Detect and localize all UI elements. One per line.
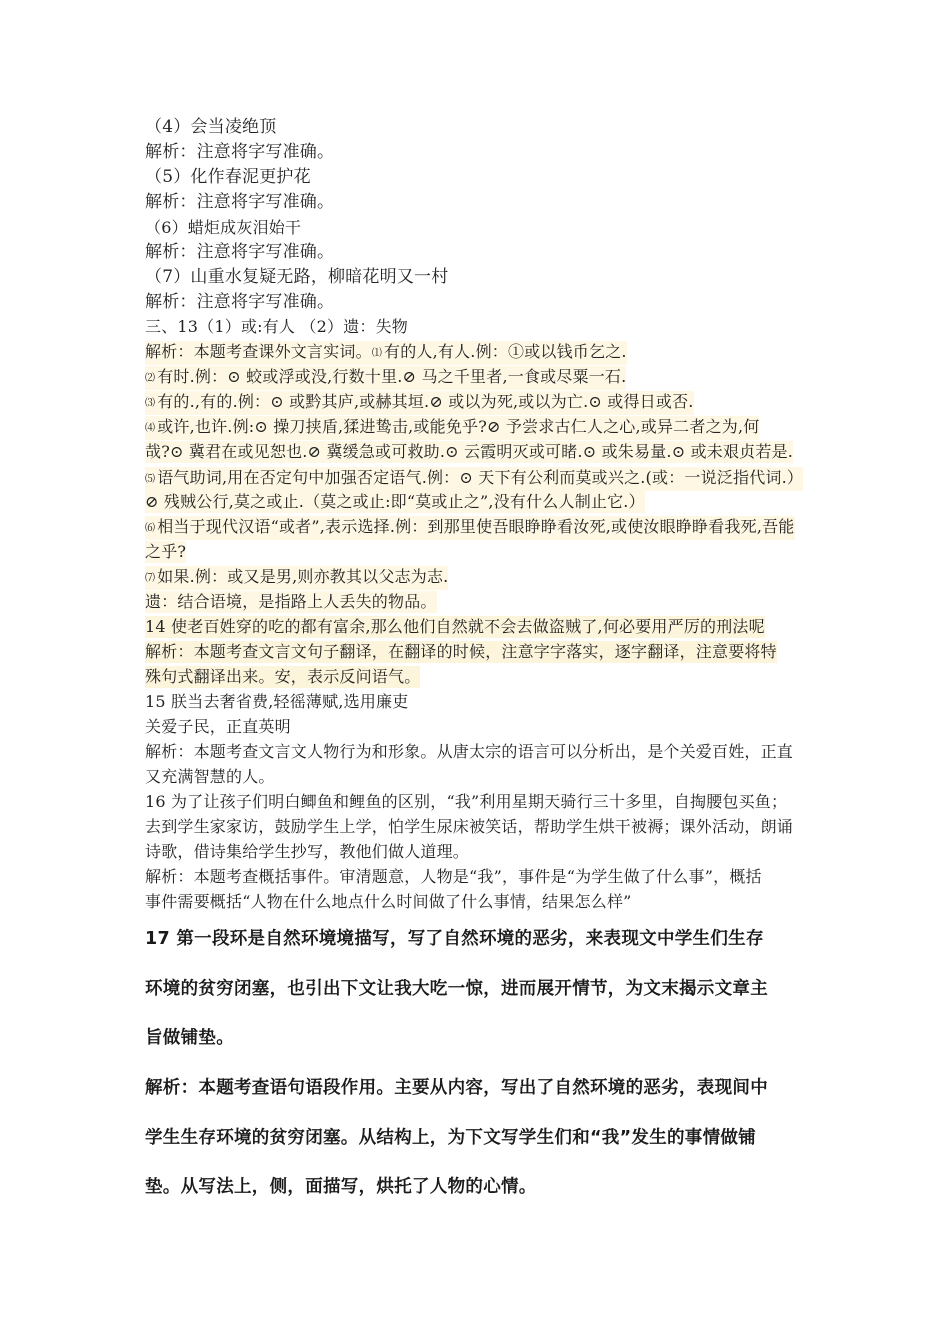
q15-answer-2: 关爱子民，正直英明 (145, 717, 291, 736)
q13-meaning-2-line (145, 366, 626, 390)
q13-meaning-5-cont: ⊘ 残贼公行,莫之或止.（莫之或止:即“莫或止之”,没有什么人制止它.） (145, 492, 645, 511)
q17-analysis: 解析：本题考查语句语段作用。主要从内容，写出了自然环境的恶劣，表现间中 (145, 1078, 768, 1098)
q13-meaning-4-cont: 哉?⊙ 冀君在或见恕也.⊘ 冀缓急或可救助.⊙ 云霞明灭或可睹.⊙ 或朱易量.⊙ 或未艰贞若是. (145, 442, 794, 461)
q13-meaning-5: 语气助词,用在否定句中加强否定语气.例：⊙ 天下有公利而莫或兴之.(或：一说泛指代词.） (157, 468, 804, 487)
item-5-analysis: 解析：注意将字写准确。 (145, 192, 335, 212)
q13-meaning-6-line (145, 516, 795, 540)
section-3-q13-answer: 三、13（1）或:有人 （2）遗：失物 (145, 317, 408, 336)
q13-meaning-4-line (145, 416, 759, 440)
q13-yi-explanation: 遗：结合语境，是指路上人丢失的物品。 (145, 592, 437, 611)
q13-meaning-3: 有的.,有的.例：⊙ 或黔其庐,或赫其垣.⊘ 或以为死,或以为亡.⊙ 或得日或否. (157, 392, 694, 411)
item-7-answer: （7）山重水复疑无路，柳暗花明又一村 (145, 267, 449, 287)
q16-answer-cont-1: 去到学生家家访，鼓励学生上学，怕学生尿床被笑话，帮助学生烘干被褥；课外活动，朗诵 (145, 817, 794, 836)
list-marker: ⑹ (145, 523, 156, 534)
q17-answer-cont-2: 旨做铺垫。 (145, 1028, 234, 1048)
q17-analysis-cont-1: 学生生存环境的贫穷闭塞。从结构上，为下文写学生们和“我”发生的事情做铺 (145, 1128, 756, 1148)
q15-answer-1: 15 朕当去奢省费,轻徭薄赋,选用廉吏 (145, 692, 409, 711)
q13-meaning-1: 有的人,有人.例：①或以钱币乞之. (384, 342, 627, 361)
list-marker: ⑷ (145, 423, 156, 434)
q13-meaning-6: 相当于现代汉语“或者”,表示选择.例：到那里使吾眼睁睁看汝死,或使汝眼睁睁看我死,吾能 (157, 517, 795, 536)
q13-meaning-3-line (145, 391, 694, 415)
q13-meaning-2: 有时.例：⊙ 蛟或浮或没,行数十里.⊘ 马之千里者,一食或尽粟一石. (157, 367, 627, 386)
q16-answer: 16 为了让孩子们明白鲫鱼和鲤鱼的区别，“我”利用星期天骑行三十多里，自掏腰包买鱼； (145, 792, 788, 811)
list-marker: ⑵ (145, 373, 156, 384)
q16-answer-cont-2: 诗歌，借诗集给学生抄写，教他们做人道理。 (145, 842, 470, 861)
item-6-analysis: 解析：注意将字写准确。 (145, 242, 335, 262)
list-marker: ⑴ (371, 348, 383, 359)
q13-meaning-4: 或许,也许.例:⊙ 操刀挟盾,猱进鸷击,或能免乎?⊘ 予尝求古仁人之心,或异二者之为,何 (157, 417, 760, 436)
q13-analysis-intro: 解析：本题考查课外文言实词。 (145, 342, 372, 361)
q17-answer-cont-1: 环境的贫穷闭塞，也引出下文让我大吃一惊，进而展开情节，为文末揭示文章主 (145, 979, 768, 999)
q13-meaning-7: 如果.例：或又是男,则亦教其以父志为志. (157, 567, 449, 586)
q16-analysis-cont: 事件需要概括“人物在什么地点什么时间做了什么事情，结果怎么样” (145, 892, 632, 911)
q15-analysis-cont: 又充满智慧的人。 (145, 767, 275, 786)
list-marker: ⑶ (145, 398, 156, 409)
q16-analysis: 解析：本题考查概括事件。审清题意，人物是“我”，事件是“为学生做了什么事”，概括 (145, 867, 762, 886)
item-7-analysis: 解析：注意将字写准确。 (145, 292, 335, 312)
item-6-answer: （6）蜡炬成灰泪始干 (145, 218, 302, 237)
q14-analysis-cont: 殊句式翻译出来。安，表示反问语气。 (145, 667, 421, 686)
q13-meaning-6-cont: 之乎? (145, 542, 187, 561)
q13-analysis-line (145, 341, 627, 365)
item-4-answer: （4）会当凌绝顶 (145, 117, 277, 137)
q17-answer: 17 第一段环是自然环境境描写，写了自然环境的恶劣，来表现文中学生们生存 (145, 929, 764, 949)
q13-meaning-5-line (145, 467, 803, 491)
q15-analysis: 解析：本题考查文言文人物行为和形象。从唐太宗的语言可以分析出，是个关爱百姓，正直 (145, 742, 794, 761)
q14-answer: 14 使老百姓穿的吃的都有富余,那么他们自然就不会去做盗贼了,何必要用严厉的刑法呢 (145, 617, 765, 636)
q13-meaning-7-line (145, 566, 448, 590)
list-marker: ⑺ (145, 573, 156, 584)
list-marker: ⑸ (145, 474, 156, 485)
q14-analysis: 解析：本题考查文言文句子翻译，在翻译的时候，注意字字落实，逐字翻译，注意要将特 (145, 642, 777, 661)
q17-analysis-cont-2: 垫。从写法上，侧，面描写，烘托了人物的心情。 (145, 1177, 537, 1197)
item-4-analysis: 解析：注意将字写准确。 (145, 142, 335, 162)
item-5-answer: （5）化作春泥更护花 (145, 167, 311, 187)
